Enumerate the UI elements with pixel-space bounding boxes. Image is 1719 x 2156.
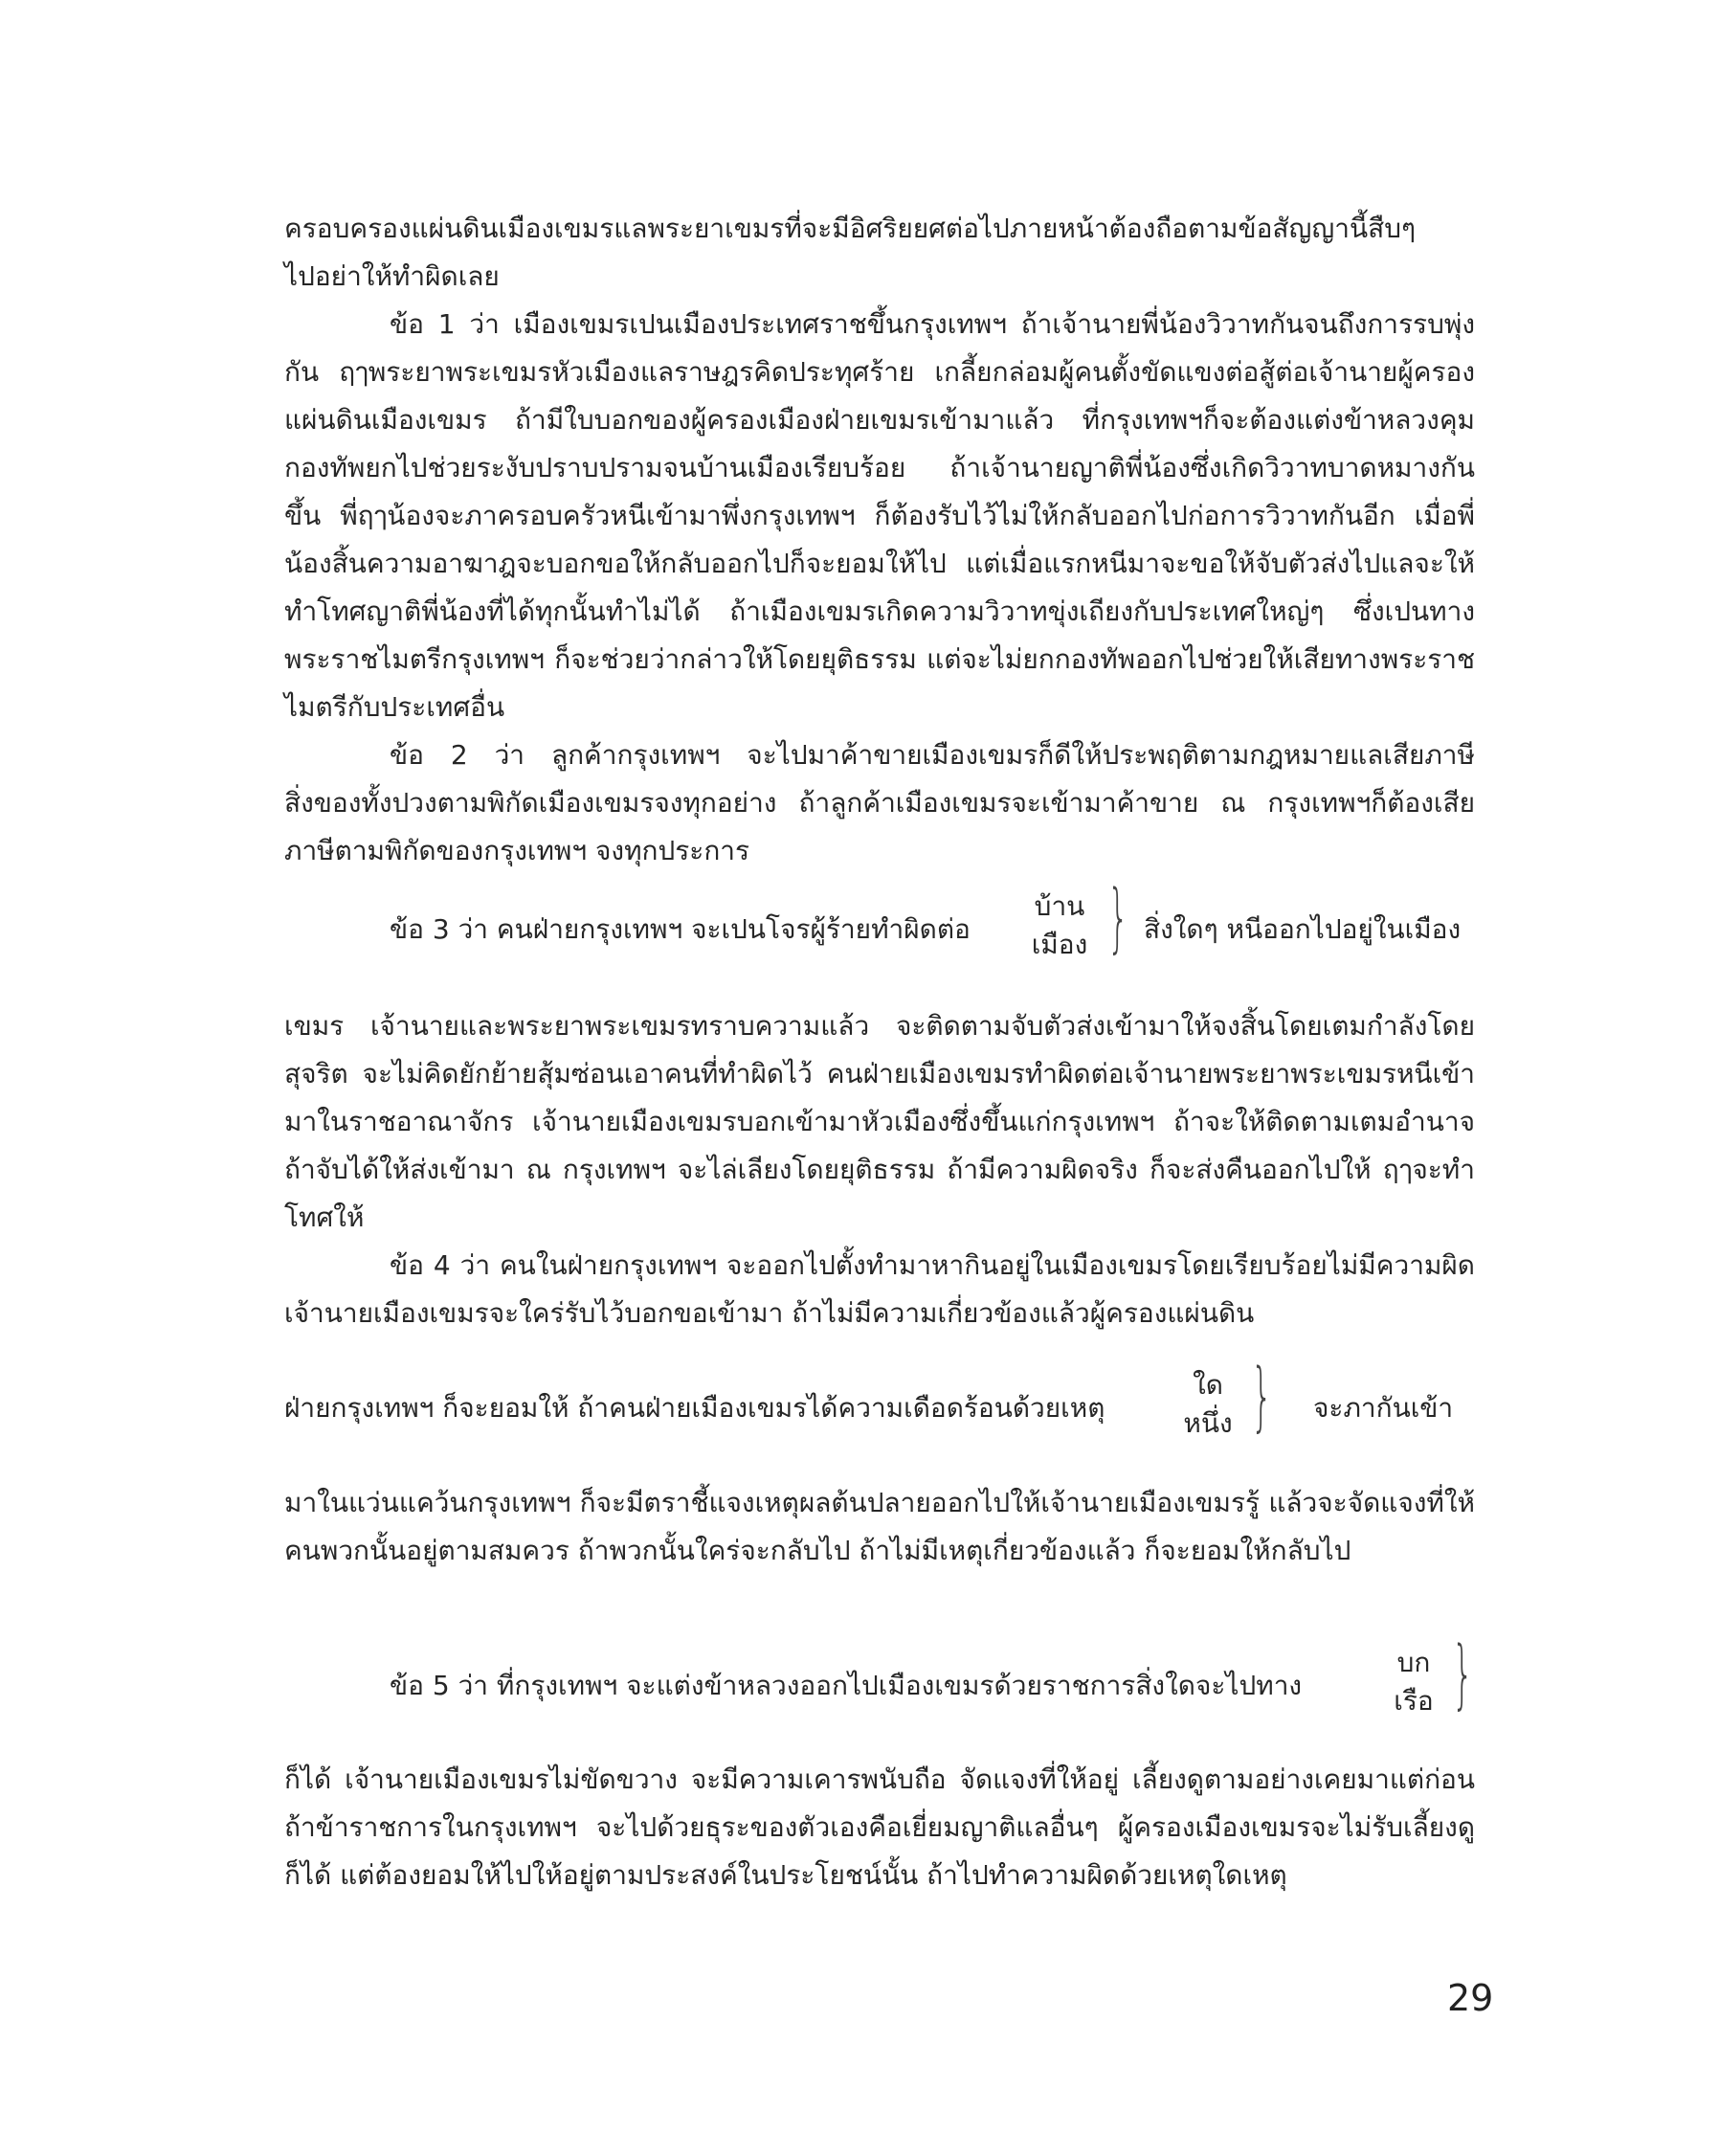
right-brace-icon: } xyxy=(1452,1631,1474,1718)
intro-line-2: ไปอย่าให้ทำผิดเลย xyxy=(284,260,500,292)
article-4-brace-line xyxy=(284,1355,1475,1450)
article-3-trail-text: สิ่งใดๆ หนีออกไปอยู่ในเมือง xyxy=(1144,913,1462,945)
text-block-top xyxy=(284,205,1475,875)
article-2-paragraph: ข้อ 2 ว่า ลูกค้ากรุงเทพฯ จะไปมาค้าขายเมืองเขมรก็ดีให้ประพฤติตามกฎหมายแลเสียภาษีสิ่งของทั้งปวงตามพิกัดเมืองเขมรจงทุกอย่าง ถ้าลูกค้าเมืองเขมรจะเข้ามาค้าขาย ณ กรุงเทพฯก็ต้องเสียภาษีตามพิกัดของกรุงเทพฯ จงทุกประการ xyxy=(284,739,1475,866)
article-5-stacked-words xyxy=(1375,1644,1452,1720)
article-4-lead-text: ฝ่ายกรุงเทพฯ ก็จะยอมให้ ถ้าคนฝ่ายเมืองเขมรได้ความเดือดร้อนด้วยเหตุ xyxy=(284,1392,1105,1424)
article-3-continuation: เขมร เจ้านายและพระยาพระเขมรทราบความแล้ว จะติดตามจับตัวส่งเข้ามาให้จงสิ้นโดยเตมกำลังโดยสุจริต จะไม่คิดยักย้ายสุ้มซ่อนเอาคนที่ทำผิดไว้ คนฝ่ายเมืองเขมรทำผิดต่อเจ้านายพระยาพระเขมรหนีเข้ามาในราชอาณาจักร เจ้านายเมืองเขมรบอกเข้ามาหัวเมืองซึ่งขึ้นแก่กรุงเทพฯ ถ้าจะให้ติดตามเตมอำนาจ ถ้าจับได้ให้ส่งเข้ามา ณ กรุงเทพฯ จะไล่เลียงโดยยุติธรรม ถ้ามีความผิดจริง ก็จะส่งคืนออกไปให้ ฤๅจะทำโทศให้ xyxy=(284,1010,1475,1233)
article-3-stacked-words xyxy=(1021,887,1098,964)
article-4-paragraph: ข้อ 4 ว่า คนในฝ่ายกรุงเทพฯ จะออกไปตั้งทำมาหากินอยู่ในเมืองเขมรโดยเรียบร้อยไม่มีความผิด เจ้านายเมืองเขมรจะใคร่รับไว้บอกขอเข้ามา ถ้าไม่มีความเกี่ยวข้องแล้วผู้ครองแผ่นดิน xyxy=(284,1249,1475,1329)
text-block-bottom xyxy=(284,1756,1475,1899)
intro-line-1: ครอบครองแผ่นดินเมืองเขมรแลพระยาเขมรที่จะมีอิศริยยศต่อไปภายหน้าต้องถือตามข้อสัญญานี้สืบๆ xyxy=(284,213,1417,244)
stack-bottom-word: เมือง xyxy=(1031,929,1088,960)
article-5-lead-text: ข้อ 5 ว่า ที่กรุงเทพฯ จะแต่งข้าหลวงออกไปเมืองเขมรด้วยราชการสิ่งใดจะไปทาง xyxy=(390,1670,1303,1701)
text-block-middle xyxy=(284,1002,1475,1337)
article-5-brace-line xyxy=(284,1632,1475,1728)
text-block-article-4-cont xyxy=(284,1479,1475,1575)
article-1-paragraph: ข้อ 1 ว่า เมืองเขมรเปนเมืองประเทศราชขึ้นกรุงเทพฯ ถ้าเจ้านายพี่น้องวิวาทกันจนถึงการรบพุ่งกัน ฤๅพระยาพระเขมรหัวเมืองแลราษฎรคิดประทุศร้าย เกลี้ยกล่อมผู้คนตั้งขัดแขงต่อสู้ต่อเจ้านายผู้ครองแผ่นดินเมืองเขมร ถ้ามีใบบอกของผู้ครองเมืองฝ่ายเขมรเข้ามาแล้ว ที่กรุงเทพฯก็จะต้องแต่งข้าหลวงคุมกองทัพยกไปช่วยระงับปราบปรามจนบ้านเมืองเรียบร้อย ถ้าเจ้านายญาติพี่น้องซึ่งเกิดวิวาทบาดหมางกันขึ้น พี่ฤๅน้องจะภาครอบครัวหนีเข้ามาพึ่งกรุงเทพฯ ก็ต้องรับไว้ไม่ให้กลับออกไปก่อการวิวาทกันอีก เมื่อพี่น้องสิ้นความอาฆาฎจะบอกขอให้กลับออกไปก็จะยอมให้ไป แต่เมื่อแรกหนีมาจะขอให้จับตัวส่งไปแลจะให้ทำโทศญาติพี่น้องที่ได้ทุกนั้นทำไม่ได้ ถ้าเมืองเขมรเกิดความวิวาทขุ่งเถียงกับประเทศใหญ่ๆ ซึ่งเปนทางพระราชไมตรีกรุงเทพฯ ก็จะช่วยว่ากล่าวให้โดยยุติธรรม แต่จะไม่ยกกองทัพออกไปช่วยให้เสียทางพระราชไมตรีกับประเทศอื่น xyxy=(284,308,1475,723)
page-number: 29 xyxy=(1447,1977,1494,2019)
stack-bottom-word: เรือ xyxy=(1394,1685,1434,1717)
article-3-lead-text: ข้อ 3 ว่า คนฝ่ายกรุงเทพฯ จะเปนโจรผู้ร้ายทำผิดต่อ xyxy=(390,913,971,945)
stack-top-word: บก xyxy=(1396,1647,1431,1678)
stack-top-word: ใด xyxy=(1193,1369,1223,1401)
article-3-brace-line xyxy=(284,876,1475,972)
stack-top-word: บ้าน xyxy=(1034,890,1085,922)
article-4-stacked-words xyxy=(1170,1366,1246,1443)
article-4-trail-text: จะภากันเข้า xyxy=(1313,1392,1454,1424)
stack-bottom-word: หนึ่ง xyxy=(1183,1407,1233,1439)
article-5-continuation: ก็ได้ เจ้านายเมืองเขมรไม่ขัดขวาง จะมีความเคารพนับถือ จัดแจงที่ให้อยู่ เลี้ยงดูตามอย่างเคยมาแต่ก่อน ถ้าข้าราชการในกรุงเทพฯ จะไปด้วยธุระของตัวเองคือเยี่ยมญาติแลอื่นๆ ผู้ครองเมืองเขมรจะไม่รับเลี้ยงดูก็ได้ แต่ต้องยอมให้ไปให้อยู่ตามประสงค์ในประโยชน์นั้น ถ้าไปทำความผิดด้วยเหตุใดเหตุ xyxy=(284,1763,1475,1891)
article-4-continuation: มาในแว่นแคว้นกรุงเทพฯ ก็จะมีตราชี้แจงเหตุผลต้นปลายออกไปให้เจ้านายเมืองเขมรรู้ แล้วจะจัดแจงที่ให้คนพวกนั้นอยู่ตามสมควร ถ้าพวกนั้นใคร่จะกลับไป ถ้าไม่มีเหตุเกี่ยวข้องแล้ว ก็จะยอมให้กลับไป xyxy=(284,1487,1475,1566)
right-brace-icon: } xyxy=(1251,1354,1273,1440)
right-brace-icon: } xyxy=(1107,875,1129,961)
